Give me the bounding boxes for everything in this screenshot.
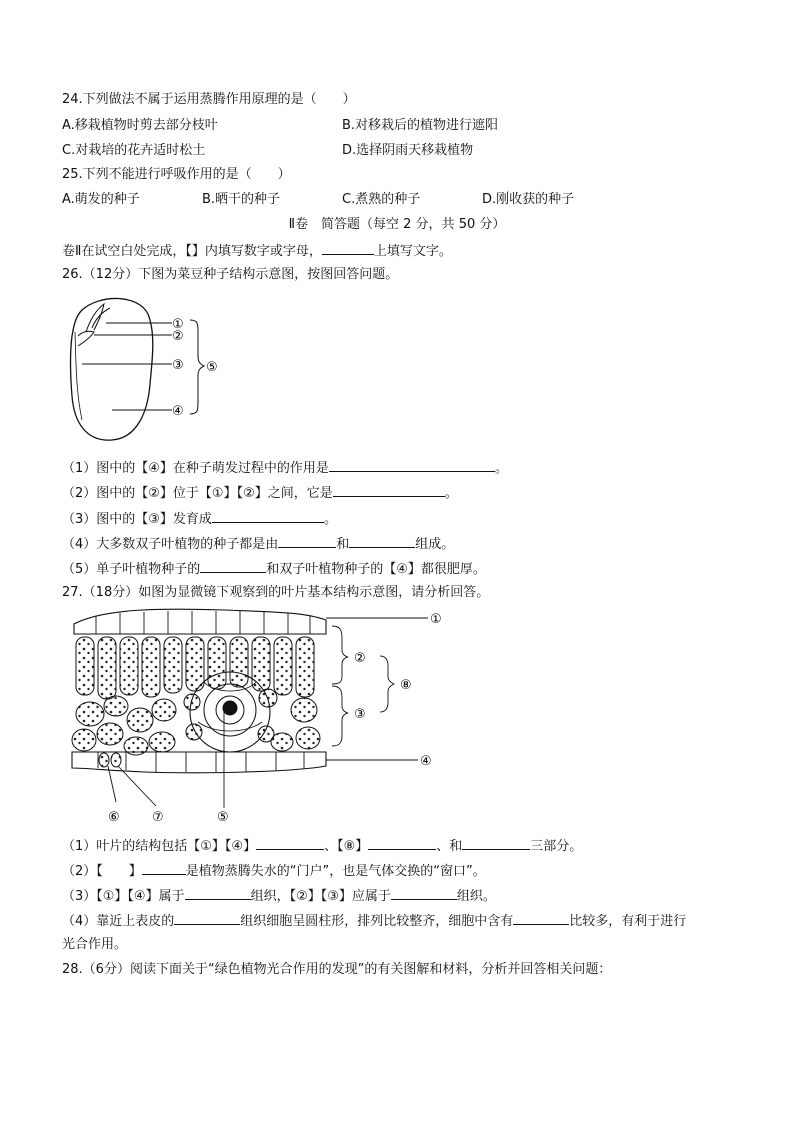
bean-seed-diagram	[60, 292, 230, 447]
q26-s4-end: 组成。	[415, 537, 455, 552]
q25-option-b: B.晒干的种子	[202, 192, 281, 207]
q26-s4-text: （4）大多数双子叶植物的种子都是由	[62, 537, 279, 552]
q27-s4-end: 比较多，有利于进行	[569, 914, 687, 929]
answer-blank	[349, 534, 415, 548]
answer-blank	[185, 886, 251, 900]
leaf-cross-section-diagram	[64, 602, 454, 824]
q24-option-a: A.移栽植物时剪去部分枝叶	[62, 118, 218, 133]
q27-s1-text: （1）叶片的结构包括【①】【④】	[62, 839, 257, 854]
q26-s1-end: 。	[494, 461, 508, 476]
answer-blank	[278, 534, 336, 548]
leaf-label-3: ③	[354, 707, 366, 722]
label-2: ②	[172, 329, 184, 344]
answer-blank	[174, 911, 240, 925]
seed-outline	[71, 298, 153, 440]
q27-sub3	[62, 886, 496, 906]
q27-s3-end: 组织。	[456, 889, 496, 904]
answer-blank	[462, 836, 530, 850]
q27-s1-mid: 、【⑧】	[324, 839, 369, 854]
leaf-label-8: ⑧	[400, 678, 412, 693]
leaf-label-4: ④	[420, 754, 432, 769]
q26-sub5	[62, 559, 486, 579]
q27-s3-mid: 组织，【②】【③】应属于	[250, 889, 391, 904]
q28-stem: 28.（6分）阅读下面关于“绿色植物光合作用的发现”的有关图解和材料，分析并回答相关问题：	[62, 962, 612, 977]
q25-option-d: D.刚收获的种子	[482, 192, 575, 207]
q26-stem: 26.（12分）下图为菜豆种子结构示意图，按图回答问题。	[62, 267, 399, 282]
q24-option-c: C.对栽培的花卉适时松土	[62, 143, 206, 158]
stoma	[99, 753, 121, 767]
q24-option-b: B.对移栽后的植物进行遮阳	[342, 118, 499, 133]
q26-sub2	[62, 483, 458, 503]
instr-text-b: 上填写文字。	[373, 244, 452, 259]
palisade-tissue	[76, 637, 314, 699]
answer-blank	[256, 836, 324, 850]
q27-sub2	[62, 861, 486, 881]
q27-sub4-cont: 光合作用。	[62, 937, 128, 952]
instr-text-a: 卷Ⅱ在试空白处完成，【】内填写数字或字母，	[62, 244, 322, 259]
label-5: ⑤	[206, 360, 218, 375]
q25-stem: 25.下列不能进行呼吸作用的是（ ）	[62, 167, 291, 182]
q27-s4-mid: 组织细胞呈圆柱形，排列比较整齐，细胞中含有	[240, 914, 514, 929]
radicle	[78, 331, 94, 346]
q24-stem: 24.下列做法不属于运用蒸腾作用原理的是（ ）	[62, 92, 356, 107]
q25-option-a: A.萌发的种子	[62, 192, 140, 207]
q27-sub1	[62, 836, 582, 856]
answer-blank	[142, 861, 186, 875]
section-title: Ⅱ卷 简答题（每空 2 分，共 50 分）	[288, 217, 506, 232]
q24-option-d: D.选择阴雨天移栽植物	[342, 143, 474, 158]
blank	[322, 241, 374, 255]
q26-s1-text: （1）图中的【④】在种子萌发过程中的作用是	[62, 461, 329, 476]
answer-blank	[212, 509, 324, 523]
answer-blank	[329, 458, 495, 472]
leaf-label-6: ⑥	[108, 810, 120, 824]
q26-s5-end: 和双子叶植物种子的【④】都很肥厚。	[266, 562, 486, 577]
q27-s1-end: 三部分。	[530, 839, 583, 854]
answer-blank	[391, 886, 457, 900]
q26-s4-and: 和	[336, 537, 350, 552]
label-4: ④	[172, 404, 184, 419]
q27-s3-text: （3）【①】【④】属于	[62, 889, 185, 904]
q27-stem: 27.（18分）如图为显微镜下观察到的叶片基本结构示意图，请分析回答。	[62, 585, 490, 600]
q27-s2-text: （2）【 】	[62, 864, 142, 879]
q27-s4-text: （4）靠近上表皮的	[62, 914, 175, 929]
label-3: ③	[172, 358, 184, 373]
q26-s2-end: 。	[444, 486, 458, 501]
leaf-label-2: ②	[354, 651, 366, 666]
leaf-label-7: ⑦	[152, 810, 164, 824]
q26-sub4	[62, 534, 454, 554]
q26-s3-end: 。	[323, 512, 337, 527]
q27-s1-and: 、和	[436, 839, 463, 854]
answer-blank	[368, 836, 436, 850]
q26-sub1	[62, 458, 508, 478]
q27-sub4	[62, 911, 686, 931]
leaf-label-1: ①	[430, 612, 442, 627]
label-1: ①	[172, 317, 184, 332]
answer-blank	[200, 559, 266, 573]
leaf-label-5: ⑤	[217, 810, 229, 824]
q25-option-c: C.煮熟的种子	[342, 192, 421, 207]
q26-s3-text: （3）图中的【③】发育成	[62, 512, 212, 527]
q26-sub3	[62, 509, 337, 529]
q26-s5-text: （5）单子叶植物种子的	[62, 562, 201, 577]
answer-blank	[333, 483, 445, 497]
answer-blank	[513, 911, 569, 925]
section-instructions	[62, 241, 452, 261]
q26-s2-text: （2）图中的【②】位于【①】【②】之间，它是	[62, 486, 333, 501]
plumule	[86, 304, 104, 332]
lower-epidermis	[72, 752, 326, 773]
q27-s2-end: 是植物蒸腾失水的“门户”，也是气体交换的“窗口”。	[185, 864, 486, 879]
brace	[190, 320, 204, 414]
